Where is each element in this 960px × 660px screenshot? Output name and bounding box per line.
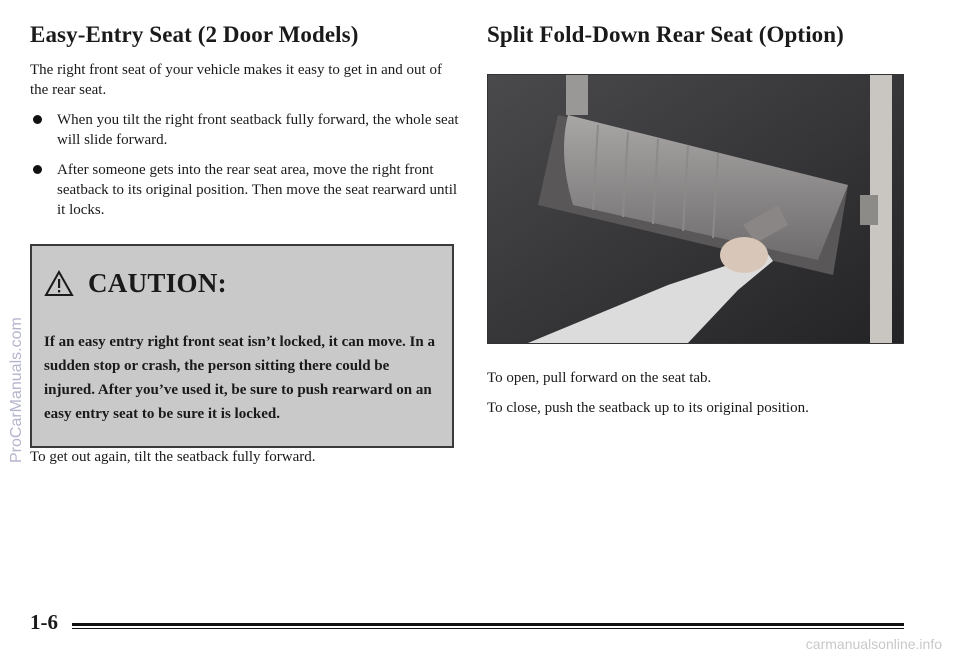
exit-instruction: To get out again, tilt the seatback fully forward. [30,449,316,465]
easy-entry-steps [30,110,460,220]
bullet-icon [33,115,42,124]
bullet-icon [33,165,42,174]
caution-label: CAUTION: [88,268,227,298]
split-fold-heading: Split Fold-Down Rear Seat (Option) [487,22,844,47]
caution-text: If an easy entry right front seat isn’t locked, it can move. In a sudden stop or crash, the person sitting there could be injured. After you’ve used it, be sure to push rearward on an easy entry seat to be sure it is locked. [44,334,435,422]
watermark: ProCarManuals.com [8,317,25,463]
close-instruction: To close, push the seatback up to its original position. [487,400,809,416]
footer-rule [72,623,904,626]
footer-rule-thin [72,628,904,629]
rear-seat-photo [487,74,904,344]
open-instruction: To open, pull forward on the seat tab. [487,370,712,386]
bullet-text: After someone gets into the rear seat area, move the right front seatback to its original position. Then move the seat rearward until it locks. [57,162,458,218]
easy-entry-heading: Easy-Entry Seat (2 Door Models) [30,22,359,47]
easy-entry-intro: The right front seat of your vehicle makes it easy to get in and out of the rear seat. [30,62,442,98]
list-item [30,160,460,220]
warning-triangle-icon [44,270,74,297]
easy-entry-section [30,22,460,465]
list-item [30,110,460,150]
split-fold-section [487,22,932,416]
page-number: 1-6 [30,610,58,634]
caution-box [30,244,454,448]
site-watermark: carmanualsonline.info [805,636,942,652]
caution-title [44,268,227,299]
bullet-text: When you tilt the right front seatback fully forward, the whole seat will slide forward. [57,112,459,148]
